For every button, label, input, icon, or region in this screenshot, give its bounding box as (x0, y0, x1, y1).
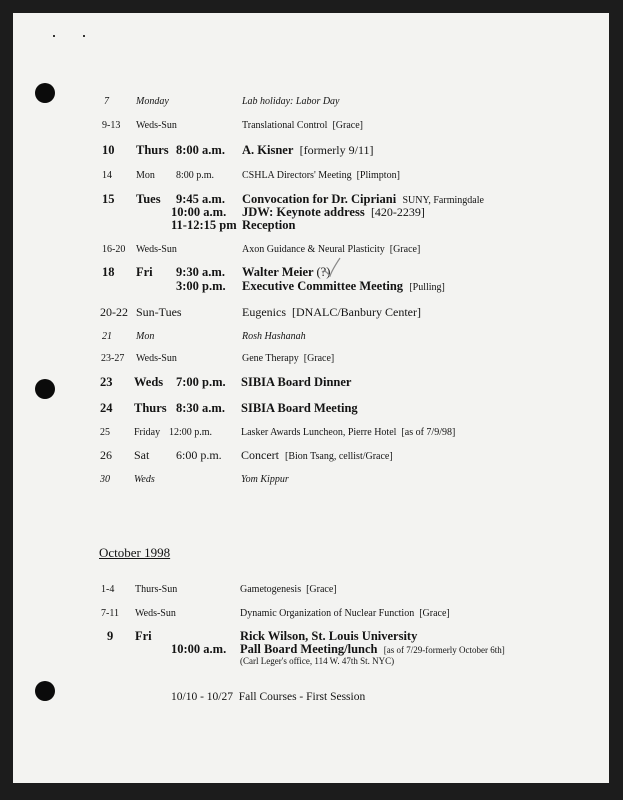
row-event: (Carl Leger's office, 114 W. 47th St. NYC) (240, 656, 395, 666)
row-day: 25 (100, 427, 110, 438)
row-event (242, 265, 330, 280)
row-day: 14 (102, 170, 112, 181)
row-day: 16-20 (102, 244, 126, 255)
event-note: [Pulling] (409, 282, 445, 293)
row-time: 8:30 a.m. (176, 401, 225, 415)
row-weekday: Tues (136, 192, 161, 206)
event-title: JDW: Keynote address (242, 205, 365, 219)
row-day: 30 (100, 474, 110, 485)
row-day: 9-13 (102, 120, 121, 131)
row-time: 10:00 a.m. (171, 205, 227, 219)
row-day: 23 (100, 375, 113, 389)
row-time: 3:00 p.m. (176, 279, 226, 293)
event-title: CSHLA Directors' Meeting (242, 170, 352, 181)
row-time: 12:00 p.m. (169, 427, 213, 438)
row-day: 21 (102, 331, 112, 342)
row-day: 23-27 (101, 353, 125, 364)
row-time: 10:00 a.m. (171, 642, 227, 656)
row-event: Yom Kippur (241, 474, 289, 485)
event-note: [Grace] (389, 244, 421, 255)
speck-mark (53, 35, 55, 37)
row-event (240, 642, 505, 657)
row-weekday: Thurs (134, 401, 167, 415)
event-note: SUNY, Farmingdale (402, 195, 484, 206)
row-weekday: Weds-Sun (135, 608, 176, 619)
row-day: 24 (100, 401, 113, 415)
row-event: Lab holiday: Labor Day (242, 96, 340, 107)
event-title: Axon Guidance & Neural Plasticity (242, 244, 385, 255)
row-weekday: Mon (136, 170, 155, 181)
event-note: [Plimpton] (356, 170, 400, 181)
row-day: 10 (102, 143, 115, 157)
month-heading: October 1998 (99, 545, 171, 560)
event-note: [as of 7/9/98] (401, 427, 456, 438)
row-weekday: Sun-Tues (136, 305, 182, 319)
row-weekday: Weds (134, 375, 164, 389)
row-event: Reception (242, 218, 296, 232)
event-title: Convocation for Dr. Cipriani (242, 192, 397, 206)
row-weekday: Fri (135, 629, 152, 643)
row-event: SIBIA Board Meeting (241, 401, 358, 415)
row-day: 20-22 (100, 305, 128, 319)
event-note: [420-2239] (370, 205, 425, 219)
row-event (242, 120, 363, 131)
row-time: 7:00 p.m. (176, 375, 226, 389)
row-time: 11-12:15 pm (171, 218, 237, 232)
event-note: [formerly 9/11] (299, 143, 374, 157)
row-weekday: Weds-Sun (136, 244, 177, 255)
event-title: Translational Control (242, 120, 328, 131)
row-weekday: Weds (134, 474, 155, 485)
event-note: [Grace] (419, 608, 450, 619)
row-weekday: Thurs-Sun (135, 584, 178, 595)
event-note: [Bion Tsang, cellist/Grace] (285, 451, 393, 462)
row-weekday: Weds-Sun (136, 120, 177, 131)
row-event (242, 170, 400, 181)
document-page (13, 13, 609, 783)
row-event (242, 353, 334, 364)
row-weekday: Thurs (136, 143, 169, 157)
row-event: SIBIA Board Dinner (241, 375, 352, 389)
row-day: 9 (107, 629, 114, 643)
row-day: 1-4 (101, 584, 115, 595)
row-event (242, 143, 374, 158)
row-event (240, 608, 450, 619)
row-weekday: Weds-Sun (136, 353, 177, 364)
event-note: [Grace] (332, 120, 363, 131)
handwritten-check-mark (320, 256, 342, 278)
event-title: Gametogenesis (240, 584, 302, 595)
row-weekday: Monday (136, 96, 169, 107)
event-note: (?) (316, 265, 331, 279)
event-note: [Grace] (303, 353, 335, 364)
row-event (242, 244, 420, 255)
row-event (242, 279, 445, 294)
event-title: Dynamic Organization of Nuclear Function (240, 608, 415, 619)
row-weekday: Friday (134, 427, 161, 438)
row-day: 7-11 (101, 608, 119, 619)
event-title: Executive Committee Meeting (242, 279, 404, 293)
fall-courses: 10/10 - 10/27 Fall Courses - First Session (171, 691, 366, 703)
row-time: 6:00 p.m. (176, 448, 222, 462)
event-title: A. Kisner (242, 143, 294, 157)
row-event (240, 584, 337, 595)
row-event (241, 448, 393, 463)
event-title: Pall Board Meeting/lunch (240, 642, 378, 656)
row-day: 7 (104, 96, 109, 107)
row-time: 8:00 p.m. (176, 170, 215, 181)
event-title: Gene Therapy (242, 353, 299, 364)
event-title: Walter Meier (242, 265, 314, 279)
binder-hole (35, 379, 55, 399)
row-event: Rick Wilson, St. Louis University (240, 629, 418, 643)
row-event (241, 427, 455, 438)
event-note: [Grace] (306, 584, 337, 595)
row-day: 15 (102, 192, 115, 206)
row-time: 9:45 a.m. (176, 192, 225, 206)
binder-hole (35, 83, 55, 103)
event-note: [DNALC/Banbury Center] (292, 305, 421, 319)
binder-hole (35, 681, 55, 701)
row-time: 9:30 a.m. (176, 265, 225, 279)
row-weekday: Sat (134, 448, 150, 462)
event-title: Lasker Awards Luncheon, Pierre Hotel (241, 427, 397, 438)
row-day: 26 (100, 448, 112, 462)
row-time: 8:00 a.m. (176, 143, 225, 157)
row-event: Rosh Hashanah (242, 331, 306, 342)
speck-mark (83, 35, 85, 37)
row-weekday: Mon (136, 331, 155, 342)
event-note: [as of 7/29-formerly October 6th] (383, 645, 505, 655)
row-weekday: Fri (136, 265, 153, 279)
event-title: Eugenics (242, 305, 286, 319)
event-title: Concert (241, 448, 279, 462)
row-event (242, 305, 421, 320)
row-day: 18 (102, 265, 115, 279)
